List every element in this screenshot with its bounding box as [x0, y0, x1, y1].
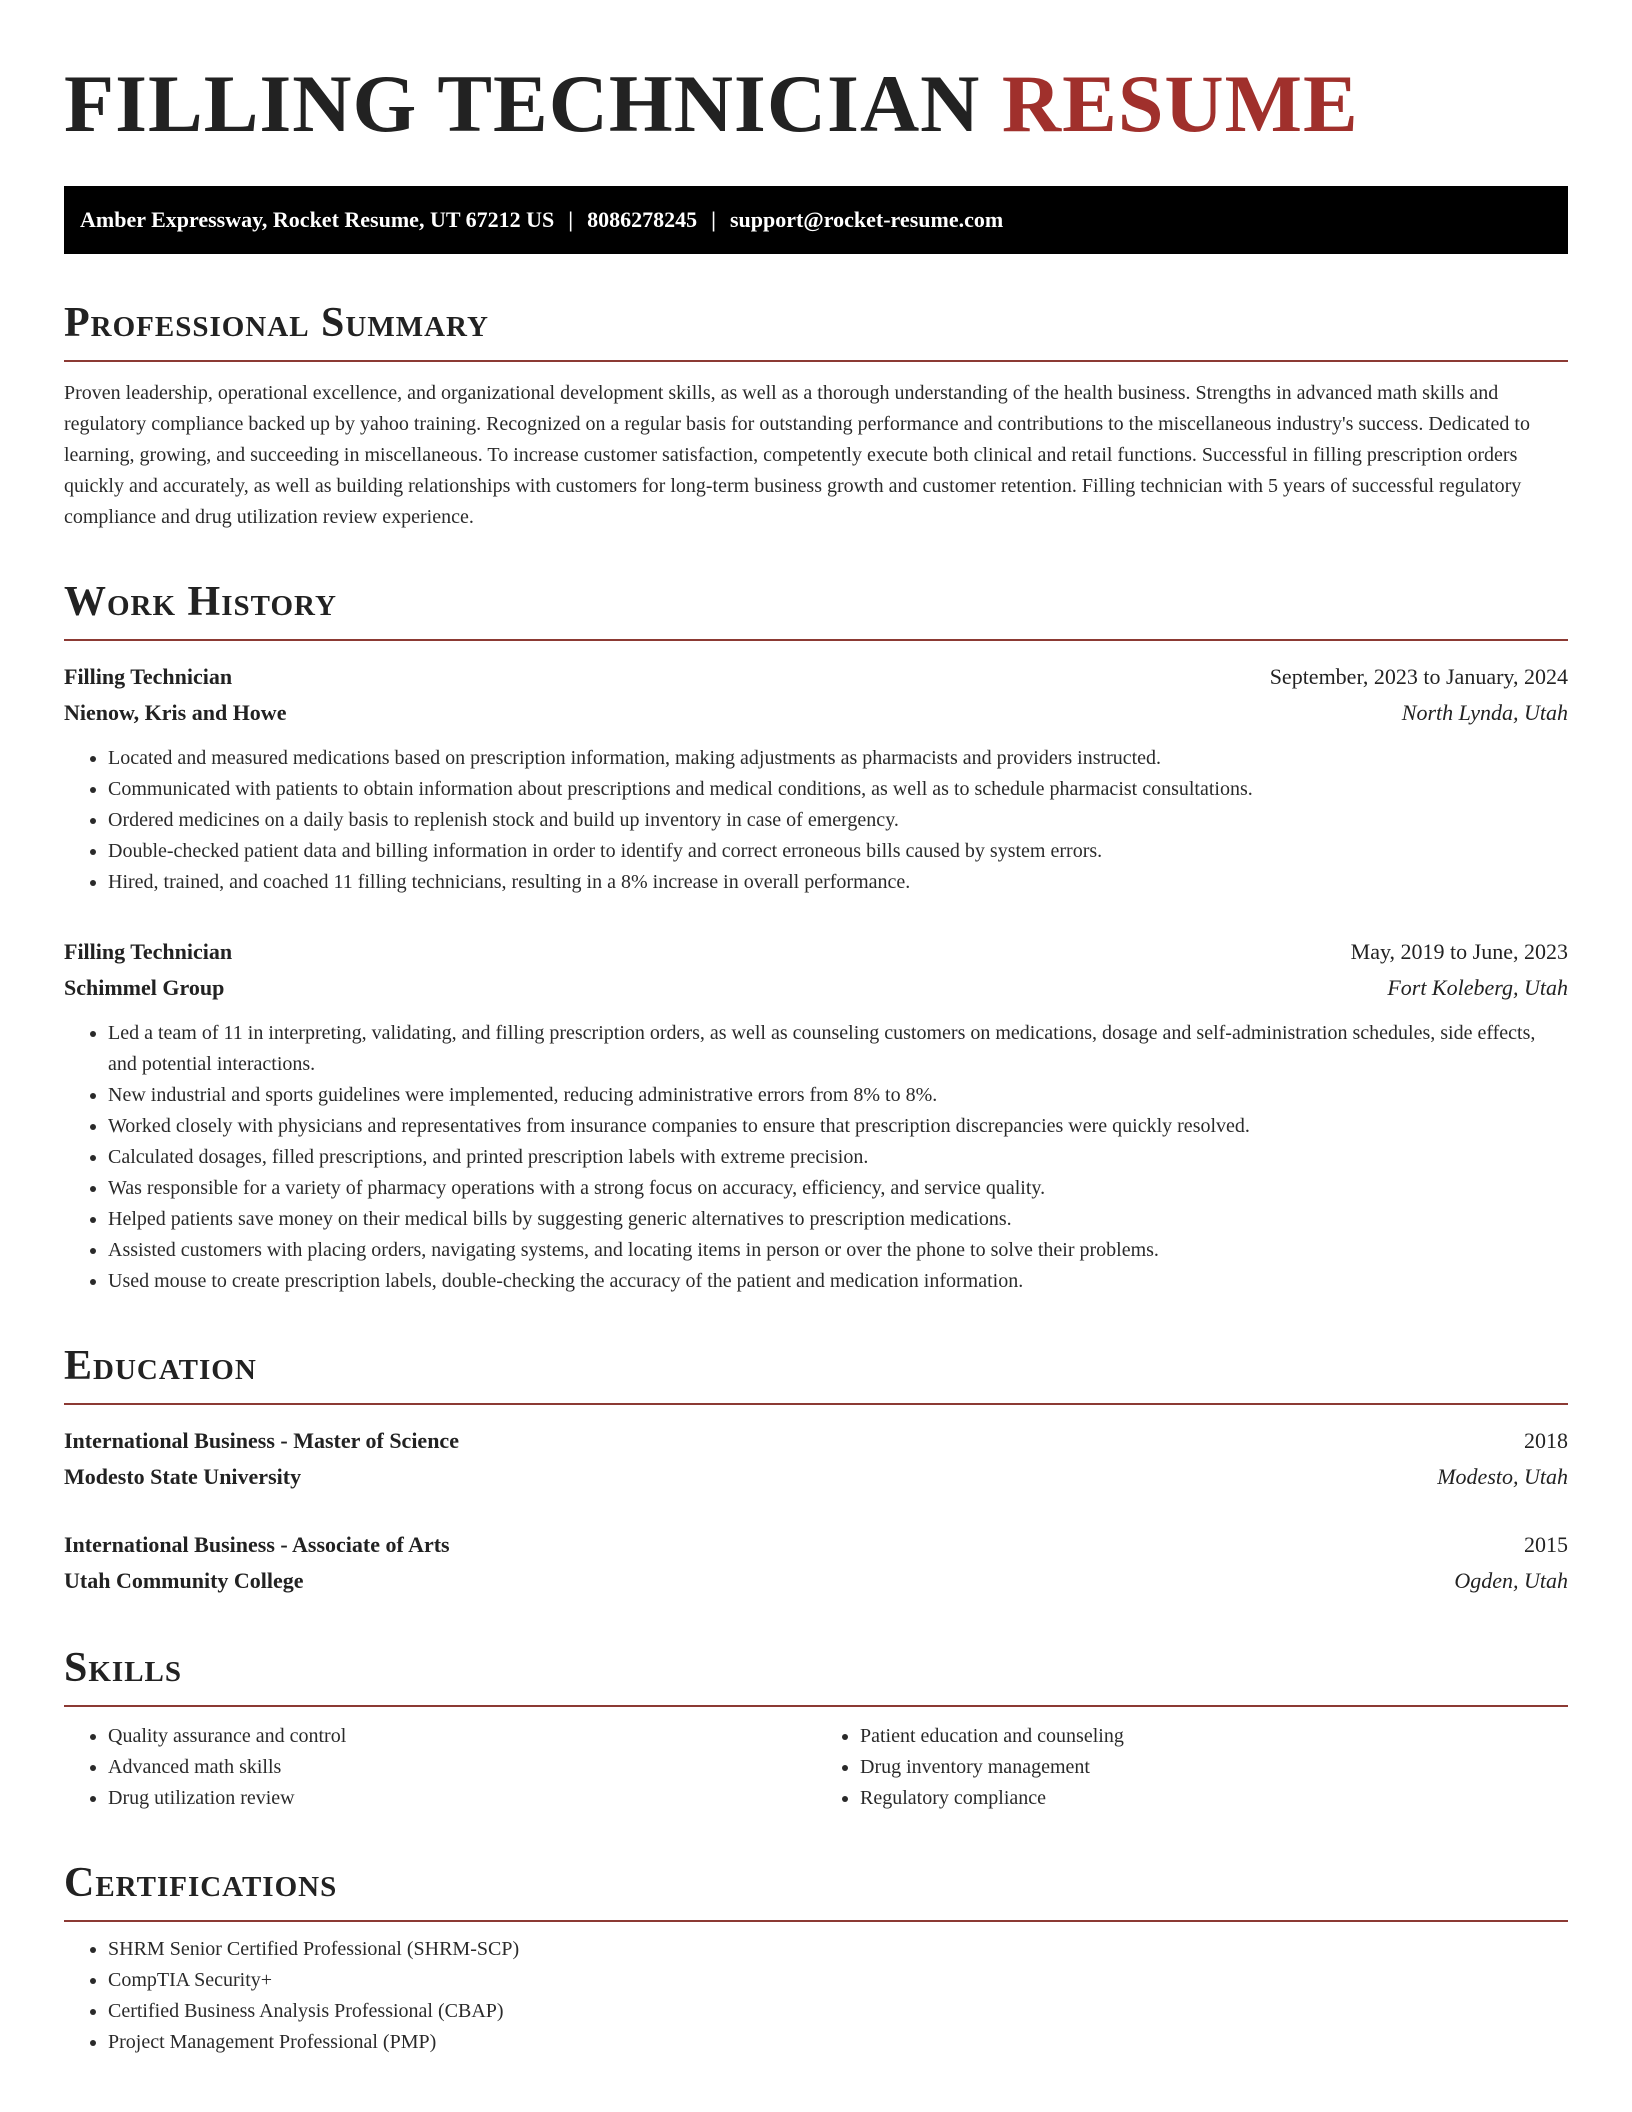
- job-duty: • Helped patients save money on their medical bills by suggesting generic alternatives to prescription medications.: [108, 1204, 1568, 1235]
- section-divider: [64, 360, 1568, 362]
- job-duties-list: [64, 743, 1568, 898]
- skill-item: • Drug utilization review: [108, 1783, 816, 1814]
- certification-item: • Project Management Professional (PMP): [108, 2027, 1568, 2058]
- contact-separator: |: [568, 207, 574, 232]
- job-company: Schimmel Group: [64, 975, 225, 1000]
- title-main: FILLING TECHNICIAN: [64, 58, 981, 149]
- job-title: Filling Technician: [64, 664, 233, 689]
- job-duties-list: [64, 1018, 1568, 1297]
- section-divider: [64, 639, 1568, 641]
- contact-bar: [64, 186, 1568, 254]
- contact-address: Amber Expressway, Rocket Resume, UT 67212 US: [80, 207, 555, 232]
- job-duty: • Double-checked patient data and billing information in order to identify and correct erroneous bills caused by system errors.: [108, 836, 1568, 867]
- education-entry: [64, 1527, 1568, 1599]
- job-duty: • Communicated with patients to obtain information about prescriptions and medical conditions, as well as to schedule pharmacist consultations.: [108, 774, 1568, 805]
- job-location: Fort Koleberg, Utah: [1387, 975, 1568, 1000]
- job-duty: • Located and measured medications based on prescription information, making adjustments as pharmacists and providers instructed.: [108, 743, 1568, 774]
- job-duty: • Ordered medicines on a daily basis to replenish stock and build up inventory in case of emergency.: [108, 805, 1568, 836]
- skill-item: • Patient education and counseling: [860, 1721, 1568, 1752]
- skill-item: • Quality assurance and control: [108, 1721, 816, 1752]
- job-dates: September, 2023 to January, 2024: [1269, 664, 1568, 689]
- contact-separator: |: [711, 207, 716, 232]
- job-company: Nienow, Kris and Howe: [64, 700, 287, 725]
- work-history-heading: Work History: [64, 579, 337, 625]
- education-section: [64, 1343, 1568, 1599]
- contact-email: support@rocket-resume.com: [729, 207, 1004, 232]
- graduation-year: 2015: [1524, 1532, 1568, 1557]
- job-entry: [64, 934, 1568, 1297]
- summary-text: Proven leadership, operational excellence, and organizational development skills, as well as a thorough understanding of the health business. Strengths in advanced math skills and regulatory compliance backed up by yahoo training. Recognized on a regular basis for outstanding performance and contributions to the miscellaneous industry's success. Dedicated to learning, growing, and succeeding in miscellaneous. To increase customer satisfaction, competently execute both clinical and retail functions. Successful in filling prescription orders quickly and accurately, as well as building relationships with customers for long-term business growth and customer retention. Filling technician with 5 years of successful regulatory compliance and drug utilization review experience.: [64, 382, 1530, 528]
- certifications-list: [64, 1934, 1568, 2058]
- certifications-heading: Certifications: [64, 1860, 338, 1906]
- summary-section: [64, 300, 1568, 533]
- title-accent: RESUME: [1001, 58, 1359, 149]
- job-duty: • Assisted customers with placing orders, navigating systems, and locating items in person or over the phone to solve their problems.: [108, 1235, 1568, 1266]
- school-name: Modesto State University: [64, 1464, 302, 1489]
- education-entry: [64, 1423, 1568, 1495]
- skills-grid: [64, 1721, 1568, 1814]
- job-duty: • Led a team of 11 in interpreting, validating, and filling prescription orders, as well as counseling customers on medications, dosage and self-administration schedules, side effects, and potential interactions.: [108, 1018, 1568, 1080]
- section-divider: [64, 1403, 1568, 1405]
- job-dates: May, 2019 to June, 2023: [1350, 939, 1568, 964]
- skills-list-right: [816, 1721, 1568, 1814]
- school-name: Utah Community College: [64, 1568, 304, 1593]
- skills-list-left: [64, 1721, 816, 1814]
- contact-phone: 8086278245: [587, 207, 698, 232]
- job-location: North Lynda, Utah: [1401, 700, 1568, 725]
- job-duty: • Was responsible for a variety of pharmacy operations with a strong focus on accuracy, efficiency, and service quality.: [108, 1173, 1568, 1204]
- skills-heading: Skills: [64, 1645, 183, 1691]
- job-duty: • New industrial and sports guidelines were implemented, reducing administrative errors from 8% to 8%.: [108, 1080, 1568, 1111]
- resume-title: [64, 56, 1568, 152]
- certification-item: • Certified Business Analysis Professional (CBAP): [108, 1996, 1568, 2027]
- skills-section: [64, 1645, 1568, 1814]
- section-divider: [64, 1705, 1568, 1707]
- certification-item: • CompTIA Security+: [108, 1965, 1568, 1996]
- work-history-section: [64, 579, 1568, 1297]
- job-duty: • Hired, trained, and coached 11 filling technicians, resulting in a 8% increase in overall performance.: [108, 867, 1568, 898]
- section-divider: [64, 1920, 1568, 1922]
- summary-heading: Professional Summary: [64, 300, 489, 346]
- certifications-section: [64, 1860, 1568, 2058]
- job-entry: [64, 659, 1568, 898]
- school-location: Ogden, Utah: [1454, 1568, 1568, 1593]
- job-duty: • Worked closely with physicians and representatives from insurance companies to ensure that prescription discrepancies were quickly resolved.: [108, 1111, 1568, 1142]
- education-heading: Education: [64, 1343, 257, 1389]
- job-duty: • Used mouse to create prescription labels, double-checking the accuracy of the patient and medication information.: [108, 1266, 1568, 1297]
- skill-item: • Regulatory compliance: [860, 1783, 1568, 1814]
- degree: International Business - Associate of Arts: [64, 1532, 450, 1557]
- skill-item: • Drug inventory management: [860, 1752, 1568, 1783]
- degree: International Business - Master of Science: [64, 1428, 459, 1453]
- job-title: Filling Technician: [64, 939, 233, 964]
- job-duty: • Calculated dosages, filled prescriptions, and printed prescription labels with extreme precision.: [108, 1142, 1568, 1173]
- skill-item: • Advanced math skills: [108, 1752, 816, 1783]
- graduation-year: 2018: [1524, 1428, 1568, 1453]
- school-location: Modesto, Utah: [1437, 1464, 1568, 1489]
- certification-item: • SHRM Senior Certified Professional (SHRM-SCP): [108, 1934, 1568, 1965]
